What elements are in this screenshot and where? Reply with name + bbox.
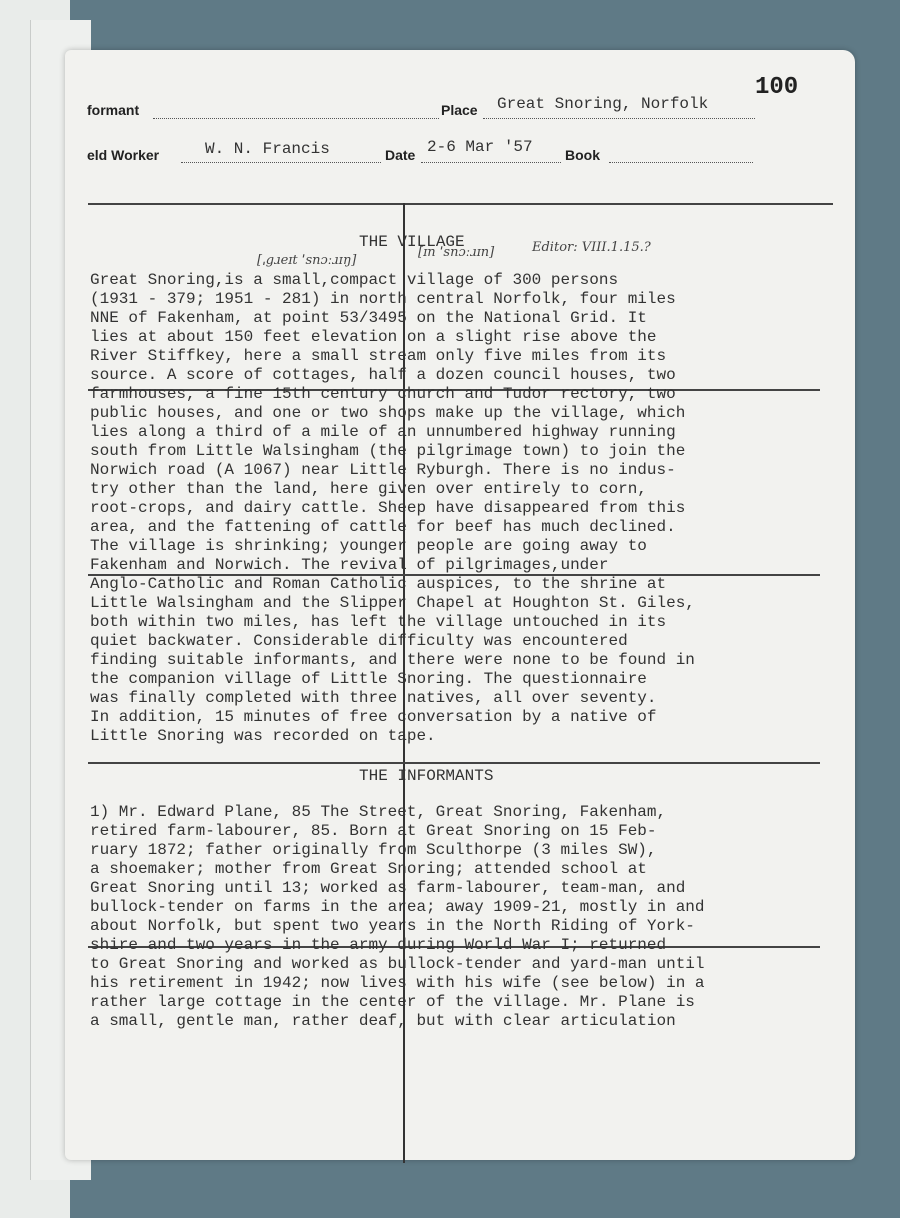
fieldworker-label: eld Worker [87, 147, 160, 163]
place-line [483, 118, 755, 119]
village-line: area, and the fattening of cattle for beef has much declined. [90, 518, 676, 536]
place-value: Great Snoring, Norfolk [497, 95, 709, 113]
village-line: Norwich road (A 1067) near Little Ryburgh. There is no indus- [90, 461, 676, 479]
informant-line: bullock-tender on farms in the area; away 1909-21, mostly in and [90, 898, 705, 916]
village-line: In addition, 15 minutes of free conversation by a native of [90, 708, 657, 726]
village-line: (1931 - 379; 1951 - 281) in north central Norfolk, four miles [90, 290, 676, 308]
informant-label: formant [87, 102, 140, 118]
village-line: the companion village of Little Snoring. The questionnaire [90, 670, 647, 688]
village-heading: THE VILLAGE [359, 233, 465, 251]
fieldworker-value: W. N. Francis [205, 140, 330, 158]
village-line: River Stiffkey, here a small stream only five miles from its [90, 347, 667, 365]
informant-line: 1) Mr. Edward Plane, 85 The Street, Great Snoring, Fakenham, [90, 803, 667, 821]
phonetic-in-snoring: [ɪn ˈsnɔːɹɪn] [418, 245, 495, 260]
village-line: source. A score of cottages, half a dozen council houses, two [90, 366, 676, 384]
date-value: 2-6 Mar '57 [427, 138, 533, 156]
village-line: both within two miles, has left the village untouched in its [90, 613, 667, 631]
informants-heading: THE INFORMANTS [359, 767, 494, 785]
informant-line: his retirement in 1942; now lives with his wife (see below) in a [90, 974, 705, 992]
village-line: Fakenham and Norwich. The revival of pilgrimages,under [90, 556, 609, 574]
date-label: Date [385, 147, 416, 163]
fieldworker-line [181, 162, 381, 163]
village-line: was finally completed with three natives, all over seventy. [90, 689, 657, 707]
informant-line: retired farm-labourer, 85. Born at Great Snoring on 15 Feb- [90, 822, 657, 840]
village-paragraph [90, 271, 810, 746]
informants-paragraph [90, 803, 810, 1031]
village-line: The village is shrinking; younger people are going away to [90, 537, 647, 555]
informant-line: a shoemaker; mother from Great Snoring; attended school at [90, 860, 647, 878]
village-line: Great Snoring,is a small,compact village of 300 persons [90, 271, 619, 289]
village-line: lies at about 150 feet elevation on a slight rise above the [90, 328, 657, 346]
village-line: quiet backwater. Considerable difficulty was encountered [90, 632, 628, 650]
village-line: south from Little Walsingham (the pilgrimage town) to join the [90, 442, 686, 460]
band-rule-3 [88, 762, 820, 764]
informant-line: Great Snoring until 13; worked as farm-labourer, team-man, and [90, 879, 686, 897]
informant-line: shire and two years in the army during World War I; returned [90, 936, 667, 954]
village-line: farmhouses, a fine 15th century church and Tudor rectory, two [90, 385, 676, 403]
village-line: Little Snoring was recorded on tape. [90, 727, 436, 745]
village-line: public houses, and one or two shops make up the village, which [90, 404, 686, 422]
top-rule [88, 203, 833, 205]
informant-line [153, 118, 439, 119]
village-line: lies along a third of a mile of an unnumbered highway running [90, 423, 676, 441]
village-line: Anglo-Catholic and Roman Catholic auspices, to the shrine at [90, 575, 667, 593]
informant-line: to Great Snoring and worked as bullock-tender and yard-man until [90, 955, 705, 973]
informant-line: about Norfolk, but spent two years in the North Riding of York- [90, 917, 695, 935]
place-label: Place [441, 102, 478, 118]
informant-line: a small, gentle man, rather deaf, but with clear articulation [90, 1012, 676, 1030]
village-line: finding suitable informants, and there were none to be found in [90, 651, 695, 669]
informant-line: rather large cottage in the center of the village. Mr. Plane is [90, 993, 695, 1011]
book-line [609, 162, 753, 163]
village-line: root-crops, and dairy cattle. Sheep have disappeared from this [90, 499, 686, 517]
page-number: 100 [755, 74, 799, 101]
village-line: try other than the land, here given over entirely to corn, [90, 480, 647, 498]
village-line: Little Walsingham and the Slipper Chapel at Houghton St. Giles, [90, 594, 695, 612]
village-line: NNE of Fakenham, at point 53/3495 on the National Grid. It [90, 309, 647, 327]
phonetic-great-snoring: [ˌgɹeɪt ˈsnɔːɹɪŋ] [257, 253, 357, 268]
book-label: Book [565, 147, 600, 163]
date-line [421, 162, 561, 163]
informant-line: ruary 1872; father originally from Sculthorpe (3 miles SW), [90, 841, 657, 859]
editor-note: Editor: VIII.1.15.? [532, 240, 651, 255]
